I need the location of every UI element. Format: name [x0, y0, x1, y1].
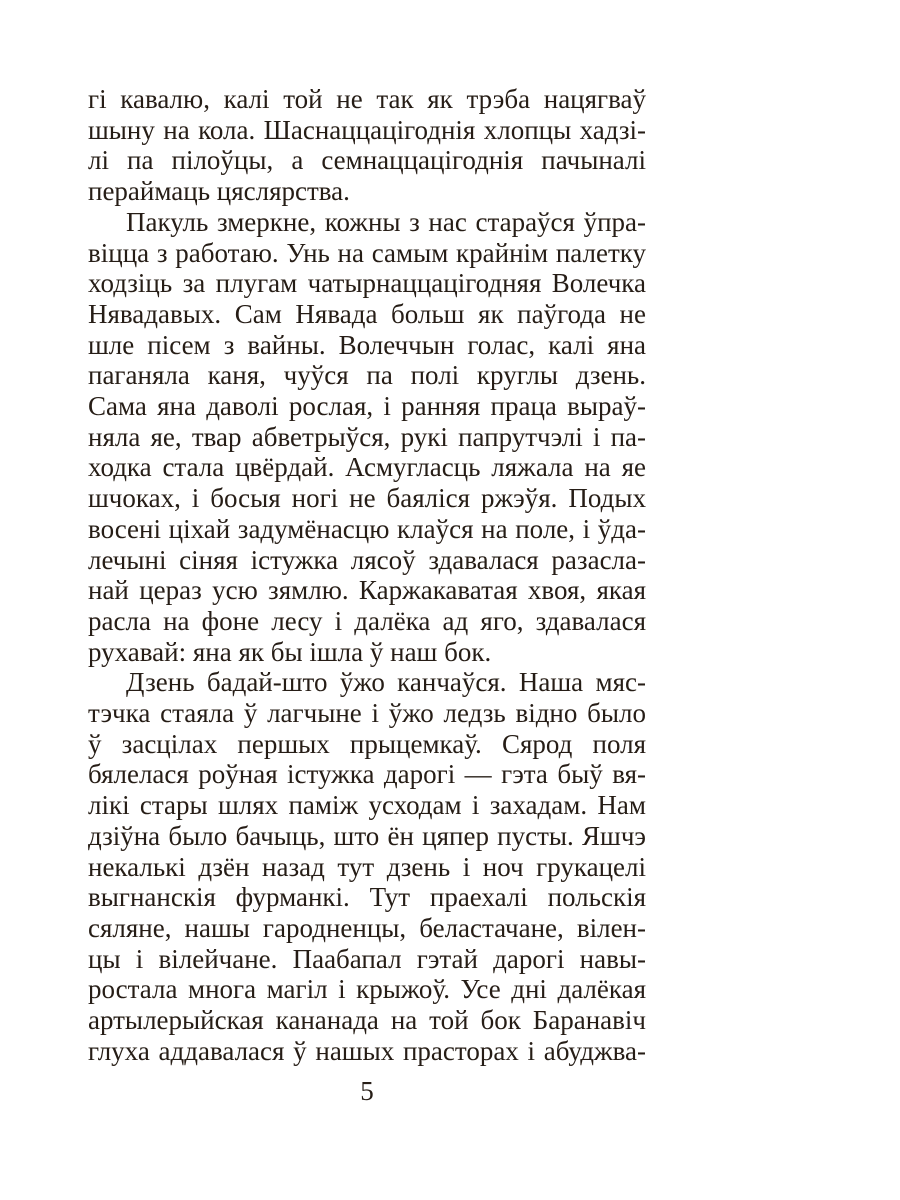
- text-line: Дзень бадай-што ўжо канчаўся. Наша мяс-: [126, 667, 646, 698]
- text-line: ростала многа магіл і крыжоў. Усе дні далёкая: [88, 974, 646, 1005]
- text-line: Сама яна даволі рослая, і ранняя праца выраў-: [88, 391, 646, 422]
- text-line: ў засцілах першых прыцемкаў. Сярод поля: [88, 728, 646, 759]
- text-line: рухавай: яна як бы ішла ў наш бок.: [88, 636, 492, 667]
- text-line: няла яе, твар абветрыўся, рукі папрутчэлі і па-: [88, 421, 646, 452]
- text-line: лі па пілоўцы, а семнаццацігоднія пачыналі: [88, 145, 646, 176]
- page-number: 5: [360, 1076, 374, 1106]
- text-line: артылерыйская кананада на той бок Баранавіч: [88, 1005, 646, 1036]
- text-line: некалькі дзён назад тут дзень і ноч грукацелі: [88, 851, 646, 882]
- text-line: дзіўна было бачыць, што ён цяпер пусты. Яшчэ: [88, 820, 646, 851]
- text-line: Нявадавых. Сам Нявада больш як паўгода не: [88, 298, 646, 329]
- text-line: сяляне, нашы гародненцы, беластачане, вілен-: [88, 912, 646, 943]
- text-line: паганяла каня, чуўся па полі круглы дзень.: [88, 360, 646, 391]
- text-line: бялелася роўная істужка дарогі — гэта быў вя-: [88, 759, 646, 790]
- text-line: восені ціхай задумёнасцю клаўся на поле, і ўда-: [88, 513, 646, 544]
- text-line: лечыні сіняя істужка лясоў здавалася разасла-: [88, 544, 646, 575]
- text-line: ходзіць за плугам чатырнаццацігодняя Волечка: [88, 268, 646, 299]
- text-line: най цераз усю зямлю. Каржакаватая хвоя, якая: [88, 575, 646, 606]
- text-line: лікі стары шлях паміж усходам і захадам. Нам: [88, 790, 646, 821]
- text-line: выгнанскія фурманкі. Тут праехалі польскія: [88, 882, 646, 913]
- text-line: пераймаць цяслярства.: [88, 176, 350, 207]
- text-line: гі кавалю, калі той не так як трэба нацягваў: [88, 84, 646, 114]
- text-line: шчоках, і босыя ногі не баяліся ржэўя. Подых: [88, 483, 646, 514]
- text-line: расла на фоне лесу і далёка ад яго, здавалася: [88, 605, 646, 636]
- text-line: віцца з работаю. Унь на самым крайнім палетку: [88, 237, 646, 268]
- text-line: тэчка стаяла ў лагчыне і ўжо ледзь відно было: [88, 698, 646, 729]
- text-line: цы і вілейчане. Паабапал гэтай дарогі навы-: [88, 943, 646, 974]
- text-line: глуха аддавалася ў нашых прасторах і абуджва-: [88, 1035, 646, 1066]
- text-block: [88, 84, 646, 1067]
- text-line: ходка стала цвёрдай. Асмугласць ляжала на яе: [88, 452, 646, 483]
- text-line: шле пісем з вайны. Волеччын голас, калі яна: [88, 329, 646, 360]
- text-line: Пакуль змеркне, кожны з нас стараўся ўпра-: [126, 206, 646, 237]
- text-line: шыну на кола. Шаснаццацігоднія хлопцы хадзі-: [88, 114, 646, 145]
